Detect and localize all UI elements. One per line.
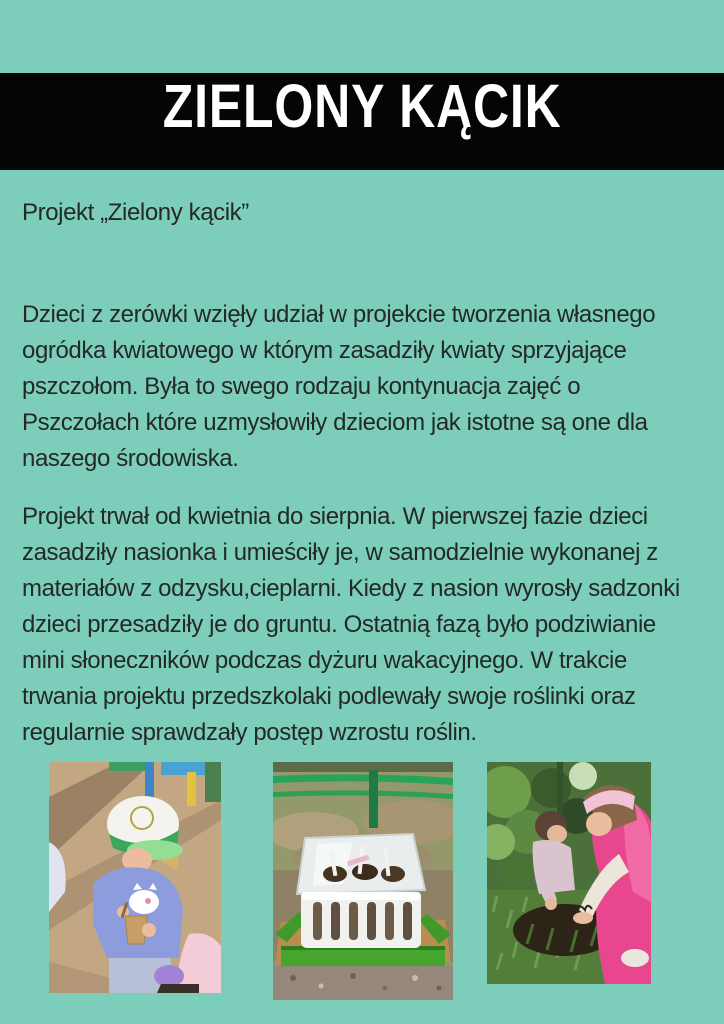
paragraph-line: pszczołom. Była to swego rodzaju kontynuacja zajęć o <box>22 373 581 400</box>
paragraph-project-phases <box>22 499 724 751</box>
photo-diy-greenhouse <box>273 762 453 1000</box>
paragraph-line: Dzieci z zerówki wzięły udział w projekcie tworzenia własnego <box>22 301 656 328</box>
project-subtitle: Projekt „Zielony kącik” <box>22 199 249 226</box>
photo-diy-greenhouse-image <box>273 762 453 1000</box>
photo-child-planting <box>49 762 221 993</box>
paragraph-line: trwania projektu przedszkolaki podlewały swoje roślinki oraz <box>22 683 636 710</box>
paragraph-line: Projekt trwał od kwietnia do sierpnia. W pierwszej fazie dzieci <box>22 503 648 530</box>
paragraph-line: zasadziły nasionka i umieściły je, w samodzielnie wykonanej z <box>22 539 658 566</box>
paragraph-line: mini słoneczników podczas dyżuru wakacyjnego. W trakcie <box>22 647 627 674</box>
paragraph-line: materiałów z odzysku,cieplarni. Kiedy z nasion wyrosły sadzonki <box>22 575 680 602</box>
paragraph-line: dzieci przesadziły je do gruntu. Ostatnią fazą było podziwianie <box>22 611 656 638</box>
photo-children-checking-plants-image <box>487 762 651 984</box>
title-banner <box>0 73 724 170</box>
paragraph-intro <box>22 297 724 477</box>
paragraph-line: ogródka kwiatowego w którym zasadziły kwiaty sprzyjające <box>22 337 627 364</box>
photo-child-planting-image <box>49 762 221 993</box>
paragraph-line: Pszczołach które uzmysłowiły dzieciom jak istotne są one dla <box>22 409 648 436</box>
paragraph-line: naszego środowiska. <box>22 445 239 472</box>
photo-children-checking-plants <box>487 762 651 984</box>
paragraph-line: regularnie sprawdzały postęp wzrostu roślin. <box>22 719 477 746</box>
page-title: ZIELONY KĄCIK <box>162 72 562 140</box>
